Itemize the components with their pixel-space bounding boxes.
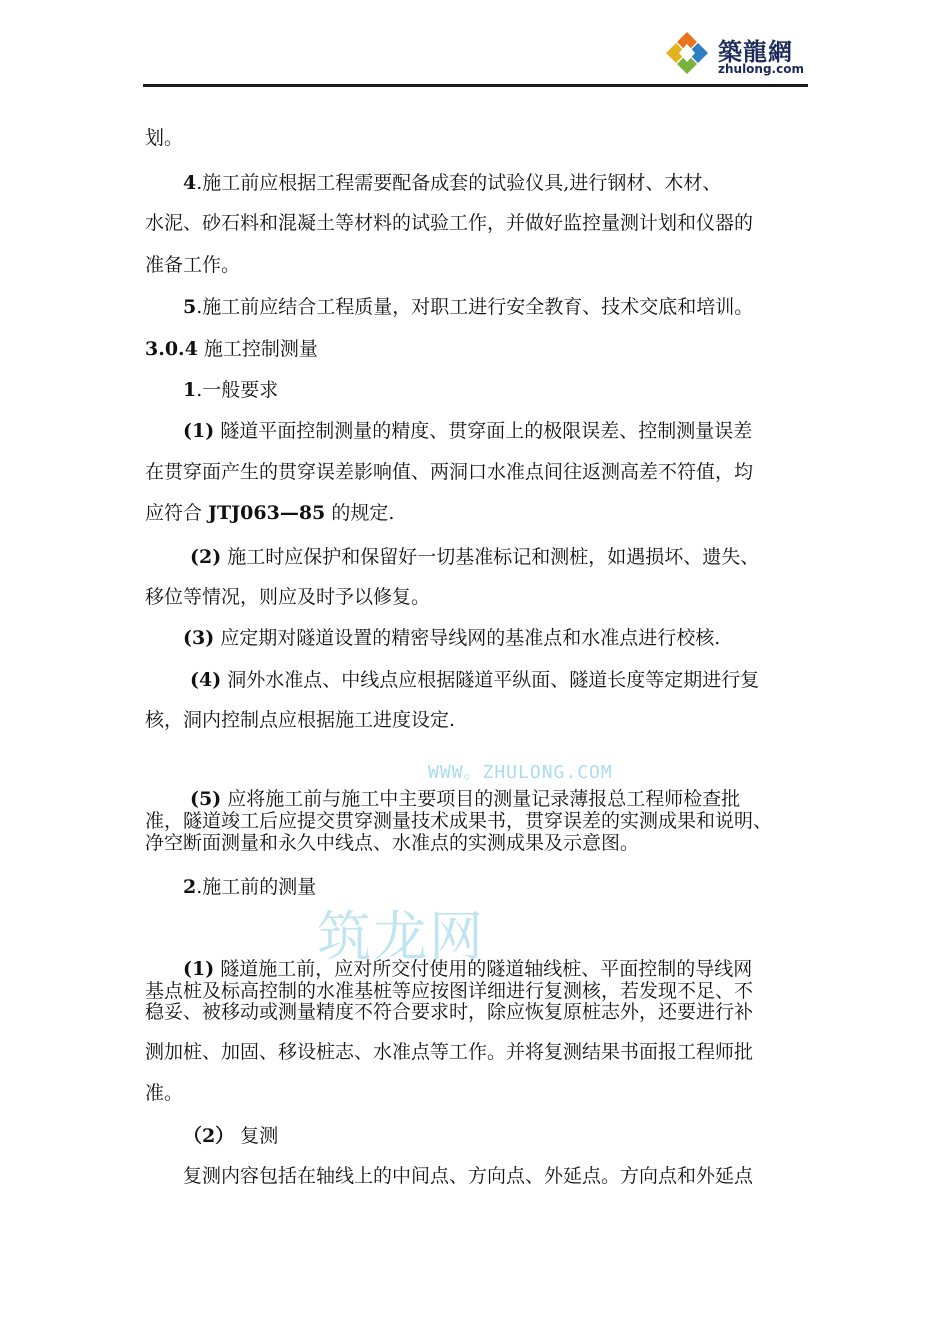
item-text: .施工前应结合工程质量，对职工进行安全教育、技术交底和培训。: [196, 296, 754, 318]
clause-text: 隧道施工前，应对所交付使用的隧道轴线桩、平面控制的导线网: [214, 958, 753, 980]
paragraph-line: 测加桩、加固、移设桩志、水准点等工作。并将复测结果书面报工程师批: [145, 1041, 754, 1063]
logo-chinese-name: 築龍網: [718, 38, 793, 66]
paragraph-line: 水泥、砂石料和混凝土等材料的试验工作，并做好监控量测计划和仪器的: [145, 212, 754, 234]
item-number: 4: [183, 172, 197, 194]
item-5-line: [183, 295, 753, 319]
clause-number: （2）: [183, 1125, 235, 1147]
paragraph-line: 基点桩及标高控制的水准基桩等应按图详细进行复测核，若发现不足、不: [145, 980, 754, 1002]
clause-5-line: [190, 788, 740, 810]
section-heading: [145, 337, 318, 361]
clause-4-line: [190, 668, 759, 692]
clause-text: 隧道平面控制测量的精度、贯穿面上的极限误差、控制测量误差: [214, 420, 753, 442]
header-rule: [143, 84, 808, 87]
paragraph-line: 准，隧道竣工后应提交贯穿测量技术成果书，贯穿误差的实测成果和说明、: [145, 810, 773, 832]
paragraph-line: 准备工作。: [145, 254, 241, 276]
item-number: 2: [183, 876, 197, 898]
logo-domain: zhulong.com: [718, 62, 804, 76]
section-title: 施工控制测量: [197, 338, 318, 360]
item-text: .施工前的测量: [196, 876, 317, 898]
clause-2b-line: [183, 1124, 278, 1148]
paragraph-line: 准。: [145, 1082, 184, 1104]
clause-number: (1): [183, 420, 215, 442]
clause-text: 洞外水准点、中线点应根据隧道平纵面、隧道长度等定期进行复: [221, 669, 760, 691]
clause-number: (2): [190, 546, 222, 568]
clause-3-line: [183, 626, 720, 650]
paragraph-line: 在贯穿面产生的贯穿误差影响值、两洞口水准点间往返测高差不符值，均: [145, 461, 754, 483]
text-run: 的规定.: [325, 502, 395, 524]
zhulong-logo-icon: [664, 30, 710, 76]
clause-1b-line: [183, 958, 752, 980]
paragraph-line: 核，洞内控制点应根据施工进度设定.: [145, 709, 456, 731]
clause-text: 施工时应保护和保留好一切基准标记和测桩，如遇损坏、遗失、: [221, 546, 760, 568]
standard-code: JTJ063—85: [208, 502, 326, 524]
clause-number: (1): [183, 958, 215, 980]
subsection-heading: [183, 378, 278, 402]
paragraph-line: 划。: [145, 127, 184, 149]
clause-number: (3): [183, 627, 215, 649]
item-number: 5: [183, 296, 197, 318]
clause-number: (4): [190, 669, 222, 691]
watermark-url: WWW。ZHULONG.COM: [428, 762, 613, 783]
clause-number: (5): [190, 788, 222, 810]
item-text: .一般要求: [196, 379, 279, 401]
item-text: .施工前应根据工程需要配备成套的试验仪具,进行钢材、木材、: [196, 172, 722, 194]
section-number: 3.0.4: [145, 338, 198, 360]
clause-text: 应定期对隧道设置的精密导线网的基准点和水准点进行校核.: [214, 627, 721, 649]
paragraph-line: 稳妥、被移动或测量精度不符合要求时，除应恢复原桩志外，还要进行补: [145, 1001, 754, 1023]
clause-text: 应将施工前与施工中主要项目的测量记录薄报总工程师检查批: [221, 788, 741, 810]
item-number: 1: [183, 379, 197, 401]
item-4-line: [183, 171, 721, 195]
clause-2-line: [190, 545, 759, 569]
clause-text: 复测: [234, 1125, 279, 1147]
paragraph-line: 移位等情况，则应及时予以修复。: [145, 586, 431, 608]
zhulong-logo: [660, 26, 810, 78]
watermark-chinese: 筑龙网: [317, 905, 485, 968]
text-run: 应符合: [145, 502, 209, 524]
paragraph-line: 净空断面测量和永久中线点、水准点的实测成果及示意图。: [145, 832, 640, 854]
subsection-heading: [183, 875, 316, 899]
clause-1-line: [183, 419, 752, 443]
paragraph-line: [145, 501, 394, 525]
paragraph-line: 复测内容包括在轴线上的中间点、方向点、外延点。方向点和外延点: [183, 1165, 754, 1187]
